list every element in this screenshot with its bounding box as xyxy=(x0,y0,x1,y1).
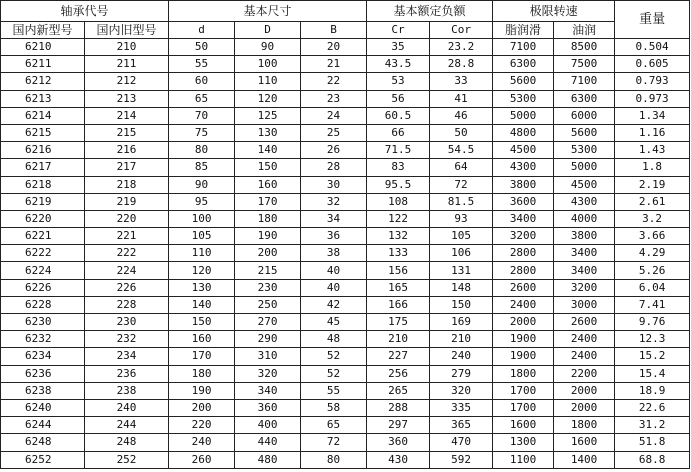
cell-new-model: 6240 xyxy=(1,399,85,416)
cell-new-model: 6217 xyxy=(1,159,85,176)
cell-static-load: 470 xyxy=(430,434,493,451)
cell-new-model: 6216 xyxy=(1,142,85,159)
cell-old-model: 216 xyxy=(85,142,169,159)
header-grease-speed: 脂润滑 xyxy=(493,22,554,39)
cell-new-model: 6224 xyxy=(1,262,85,279)
cell-outer-diameter: 200 xyxy=(235,245,301,262)
cell-old-model: 222 xyxy=(85,245,169,262)
cell-weight: 6.04 xyxy=(615,279,690,296)
cell-width: 55 xyxy=(301,382,367,399)
cell-outer-diameter: 440 xyxy=(235,434,301,451)
cell-dynamic-load: 95.5 xyxy=(367,176,430,193)
table-row xyxy=(1,365,690,382)
table-row xyxy=(1,245,690,262)
cell-static-load: 33 xyxy=(430,73,493,90)
cell-static-load: 28.8 xyxy=(430,56,493,73)
cell-grease-speed: 2400 xyxy=(493,296,554,313)
cell-new-model: 6221 xyxy=(1,228,85,245)
cell-width: 72 xyxy=(301,434,367,451)
cell-new-model: 6210 xyxy=(1,39,85,56)
cell-weight: 7.41 xyxy=(615,296,690,313)
cell-inner-diameter: 65 xyxy=(169,90,235,107)
cell-weight: 2.61 xyxy=(615,193,690,210)
cell-inner-diameter: 200 xyxy=(169,399,235,416)
cell-oil-speed: 5300 xyxy=(554,142,615,159)
cell-width: 24 xyxy=(301,107,367,124)
cell-static-load: 105 xyxy=(430,228,493,245)
cell-inner-diameter: 80 xyxy=(169,142,235,159)
cell-static-load: 50 xyxy=(430,124,493,141)
cell-grease-speed: 1700 xyxy=(493,399,554,416)
cell-width: 20 xyxy=(301,39,367,56)
cell-outer-diameter: 150 xyxy=(235,159,301,176)
cell-static-load: 592 xyxy=(430,451,493,468)
cell-outer-diameter: 160 xyxy=(235,176,301,193)
cell-oil-speed: 4500 xyxy=(554,176,615,193)
cell-dynamic-load: 83 xyxy=(367,159,430,176)
cell-oil-speed: 2000 xyxy=(554,382,615,399)
cell-width: 40 xyxy=(301,262,367,279)
cell-width: 22 xyxy=(301,73,367,90)
cell-static-load: 148 xyxy=(430,279,493,296)
cell-old-model: 240 xyxy=(85,399,169,416)
cell-old-model: 219 xyxy=(85,193,169,210)
table-row xyxy=(1,382,690,399)
cell-static-load: 210 xyxy=(430,331,493,348)
cell-width: 28 xyxy=(301,159,367,176)
cell-static-load: 54.5 xyxy=(430,142,493,159)
cell-old-model: 212 xyxy=(85,73,169,90)
cell-weight: 1.16 xyxy=(615,124,690,141)
cell-grease-speed: 4500 xyxy=(493,142,554,159)
table-row xyxy=(1,124,690,141)
cell-weight: 9.76 xyxy=(615,314,690,331)
cell-old-model: 230 xyxy=(85,314,169,331)
cell-dynamic-load: 132 xyxy=(367,228,430,245)
cell-inner-diameter: 170 xyxy=(169,348,235,365)
cell-outer-diameter: 320 xyxy=(235,365,301,382)
cell-old-model: 232 xyxy=(85,331,169,348)
cell-weight: 0.504 xyxy=(615,39,690,56)
cell-static-load: 169 xyxy=(430,314,493,331)
cell-inner-diameter: 75 xyxy=(169,124,235,141)
cell-outer-diameter: 230 xyxy=(235,279,301,296)
cell-inner-diameter: 50 xyxy=(169,39,235,56)
cell-inner-diameter: 60 xyxy=(169,73,235,90)
cell-weight: 18.9 xyxy=(615,382,690,399)
cell-width: 26 xyxy=(301,142,367,159)
cell-width: 58 xyxy=(301,399,367,416)
cell-oil-speed: 2400 xyxy=(554,348,615,365)
cell-old-model: 218 xyxy=(85,176,169,193)
cell-inner-diameter: 180 xyxy=(169,365,235,382)
cell-new-model: 6226 xyxy=(1,279,85,296)
cell-static-load: 46 xyxy=(430,107,493,124)
cell-dynamic-load: 133 xyxy=(367,245,430,262)
cell-new-model: 6238 xyxy=(1,382,85,399)
cell-old-model: 234 xyxy=(85,348,169,365)
cell-new-model: 6211 xyxy=(1,56,85,73)
cell-grease-speed: 7100 xyxy=(493,39,554,56)
cell-outer-diameter: 170 xyxy=(235,193,301,210)
cell-static-load: 279 xyxy=(430,365,493,382)
cell-outer-diameter: 400 xyxy=(235,417,301,434)
cell-width: 40 xyxy=(301,279,367,296)
cell-inner-diameter: 240 xyxy=(169,434,235,451)
table-row xyxy=(1,176,690,193)
cell-width: 52 xyxy=(301,365,367,382)
cell-oil-speed: 7500 xyxy=(554,56,615,73)
cell-new-model: 6222 xyxy=(1,245,85,262)
cell-old-model: 211 xyxy=(85,56,169,73)
cell-dynamic-load: 122 xyxy=(367,210,430,227)
cell-outer-diameter: 190 xyxy=(235,228,301,245)
table-row xyxy=(1,451,690,468)
cell-old-model: 238 xyxy=(85,382,169,399)
table-row xyxy=(1,159,690,176)
cell-dynamic-load: 360 xyxy=(367,434,430,451)
cell-width: 48 xyxy=(301,331,367,348)
table-row xyxy=(1,399,690,416)
cell-inner-diameter: 55 xyxy=(169,56,235,73)
cell-dynamic-load: 165 xyxy=(367,279,430,296)
cell-outer-diameter: 340 xyxy=(235,382,301,399)
table-body xyxy=(1,39,690,469)
cell-inner-diameter: 85 xyxy=(169,159,235,176)
cell-weight: 15.2 xyxy=(615,348,690,365)
cell-dynamic-load: 66 xyxy=(367,124,430,141)
header-width: B xyxy=(301,22,367,39)
table-row xyxy=(1,348,690,365)
cell-grease-speed: 4800 xyxy=(493,124,554,141)
table-row xyxy=(1,296,690,313)
cell-inner-diameter: 95 xyxy=(169,193,235,210)
cell-oil-speed: 3200 xyxy=(554,279,615,296)
cell-new-model: 6220 xyxy=(1,210,85,227)
cell-inner-diameter: 130 xyxy=(169,279,235,296)
cell-old-model: 224 xyxy=(85,262,169,279)
cell-width: 36 xyxy=(301,228,367,245)
cell-inner-diameter: 260 xyxy=(169,451,235,468)
table-row xyxy=(1,107,690,124)
cell-weight: 3.2 xyxy=(615,210,690,227)
cell-oil-speed: 4300 xyxy=(554,193,615,210)
cell-static-load: 93 xyxy=(430,210,493,227)
cell-oil-speed: 7100 xyxy=(554,73,615,90)
cell-outer-diameter: 270 xyxy=(235,314,301,331)
cell-new-model: 6244 xyxy=(1,417,85,434)
cell-grease-speed: 5000 xyxy=(493,107,554,124)
cell-oil-speed: 3800 xyxy=(554,228,615,245)
cell-grease-speed: 1600 xyxy=(493,417,554,434)
header-bearing-code: 轴承代号 xyxy=(1,1,169,22)
cell-oil-speed: 2200 xyxy=(554,365,615,382)
cell-dynamic-load: 297 xyxy=(367,417,430,434)
header-oil-speed: 油润 xyxy=(554,22,615,39)
cell-inner-diameter: 190 xyxy=(169,382,235,399)
cell-old-model: 236 xyxy=(85,365,169,382)
cell-weight: 0.973 xyxy=(615,90,690,107)
cell-weight: 2.19 xyxy=(615,176,690,193)
cell-weight: 1.34 xyxy=(615,107,690,124)
table-row xyxy=(1,210,690,227)
header-outer-diameter: D xyxy=(235,22,301,39)
cell-new-model: 6232 xyxy=(1,331,85,348)
table-row xyxy=(1,434,690,451)
cell-dynamic-load: 43.5 xyxy=(367,56,430,73)
header-old-model: 国内旧型号 xyxy=(85,22,169,39)
cell-static-load: 72 xyxy=(430,176,493,193)
cell-grease-speed: 1300 xyxy=(493,434,554,451)
cell-width: 52 xyxy=(301,348,367,365)
cell-inner-diameter: 110 xyxy=(169,245,235,262)
cell-weight: 4.29 xyxy=(615,245,690,262)
header-row-groups xyxy=(1,1,690,22)
cell-dynamic-load: 56 xyxy=(367,90,430,107)
cell-width: 65 xyxy=(301,417,367,434)
table-row xyxy=(1,193,690,210)
cell-dynamic-load: 430 xyxy=(367,451,430,468)
cell-outer-diameter: 125 xyxy=(235,107,301,124)
table-row xyxy=(1,73,690,90)
table-row xyxy=(1,314,690,331)
cell-inner-diameter: 150 xyxy=(169,314,235,331)
cell-weight: 1.43 xyxy=(615,142,690,159)
cell-width: 80 xyxy=(301,451,367,468)
cell-old-model: 228 xyxy=(85,296,169,313)
cell-inner-diameter: 100 xyxy=(169,210,235,227)
cell-oil-speed: 3400 xyxy=(554,262,615,279)
cell-weight: 51.8 xyxy=(615,434,690,451)
cell-grease-speed: 3200 xyxy=(493,228,554,245)
cell-static-load: 320 xyxy=(430,382,493,399)
cell-inner-diameter: 70 xyxy=(169,107,235,124)
header-row-columns xyxy=(1,22,690,39)
cell-grease-speed: 2600 xyxy=(493,279,554,296)
cell-outer-diameter: 480 xyxy=(235,451,301,468)
header-basic-rated-load: 基本额定负额 xyxy=(367,1,493,22)
header-static-load: Cor xyxy=(430,22,493,39)
table-row xyxy=(1,262,690,279)
cell-static-load: 240 xyxy=(430,348,493,365)
cell-dynamic-load: 166 xyxy=(367,296,430,313)
cell-outer-diameter: 290 xyxy=(235,331,301,348)
table-row xyxy=(1,331,690,348)
cell-inner-diameter: 220 xyxy=(169,417,235,434)
cell-static-load: 81.5 xyxy=(430,193,493,210)
cell-outer-diameter: 180 xyxy=(235,210,301,227)
cell-static-load: 150 xyxy=(430,296,493,313)
cell-weight: 12.3 xyxy=(615,331,690,348)
cell-oil-speed: 1400 xyxy=(554,451,615,468)
cell-static-load: 131 xyxy=(430,262,493,279)
cell-outer-diameter: 100 xyxy=(235,56,301,73)
cell-oil-speed: 2600 xyxy=(554,314,615,331)
table-header xyxy=(1,1,690,39)
cell-weight: 22.6 xyxy=(615,399,690,416)
cell-old-model: 210 xyxy=(85,39,169,56)
table-row xyxy=(1,228,690,245)
cell-width: 45 xyxy=(301,314,367,331)
cell-weight: 0.605 xyxy=(615,56,690,73)
header-inner-diameter: d xyxy=(169,22,235,39)
header-dynamic-load: Cr xyxy=(367,22,430,39)
table-row xyxy=(1,279,690,296)
cell-grease-speed: 2000 xyxy=(493,314,554,331)
cell-dynamic-load: 71.5 xyxy=(367,142,430,159)
cell-width: 30 xyxy=(301,176,367,193)
cell-oil-speed: 5000 xyxy=(554,159,615,176)
cell-grease-speed: 4300 xyxy=(493,159,554,176)
cell-old-model: 220 xyxy=(85,210,169,227)
cell-dynamic-load: 60.5 xyxy=(367,107,430,124)
cell-grease-speed: 1700 xyxy=(493,382,554,399)
cell-new-model: 6228 xyxy=(1,296,85,313)
cell-oil-speed: 6000 xyxy=(554,107,615,124)
cell-width: 32 xyxy=(301,193,367,210)
cell-outer-diameter: 250 xyxy=(235,296,301,313)
cell-dynamic-load: 35 xyxy=(367,39,430,56)
cell-grease-speed: 6300 xyxy=(493,56,554,73)
cell-weight: 68.8 xyxy=(615,451,690,468)
cell-old-model: 217 xyxy=(85,159,169,176)
cell-old-model: 244 xyxy=(85,417,169,434)
cell-outer-diameter: 140 xyxy=(235,142,301,159)
cell-inner-diameter: 160 xyxy=(169,331,235,348)
cell-inner-diameter: 105 xyxy=(169,228,235,245)
cell-inner-diameter: 140 xyxy=(169,296,235,313)
cell-new-model: 6248 xyxy=(1,434,85,451)
cell-weight: 3.66 xyxy=(615,228,690,245)
cell-weight: 31.2 xyxy=(615,417,690,434)
cell-outer-diameter: 120 xyxy=(235,90,301,107)
header-limit-speed: 极限转速 xyxy=(493,1,615,22)
cell-oil-speed: 5600 xyxy=(554,124,615,141)
cell-old-model: 248 xyxy=(85,434,169,451)
cell-dynamic-load: 175 xyxy=(367,314,430,331)
cell-width: 38 xyxy=(301,245,367,262)
cell-static-load: 23.2 xyxy=(430,39,493,56)
cell-width: 42 xyxy=(301,296,367,313)
cell-oil-speed: 2000 xyxy=(554,399,615,416)
cell-outer-diameter: 90 xyxy=(235,39,301,56)
cell-weight: 15.4 xyxy=(615,365,690,382)
cell-static-load: 41 xyxy=(430,90,493,107)
cell-old-model: 213 xyxy=(85,90,169,107)
cell-grease-speed: 1800 xyxy=(493,365,554,382)
cell-inner-diameter: 90 xyxy=(169,176,235,193)
cell-dynamic-load: 156 xyxy=(367,262,430,279)
table-row xyxy=(1,39,690,56)
cell-oil-speed: 8500 xyxy=(554,39,615,56)
cell-grease-speed: 3800 xyxy=(493,176,554,193)
table-row xyxy=(1,142,690,159)
cell-grease-speed: 1100 xyxy=(493,451,554,468)
cell-dynamic-load: 227 xyxy=(367,348,430,365)
cell-grease-speed: 3400 xyxy=(493,210,554,227)
cell-inner-diameter: 120 xyxy=(169,262,235,279)
table-row xyxy=(1,417,690,434)
cell-outer-diameter: 215 xyxy=(235,262,301,279)
cell-oil-speed: 4000 xyxy=(554,210,615,227)
cell-weight: 0.793 xyxy=(615,73,690,90)
cell-old-model: 226 xyxy=(85,279,169,296)
cell-width: 25 xyxy=(301,124,367,141)
cell-oil-speed: 1600 xyxy=(554,434,615,451)
table-row xyxy=(1,56,690,73)
cell-old-model: 215 xyxy=(85,124,169,141)
cell-oil-speed: 3000 xyxy=(554,296,615,313)
cell-static-load: 365 xyxy=(430,417,493,434)
cell-dynamic-load: 53 xyxy=(367,73,430,90)
cell-oil-speed: 6300 xyxy=(554,90,615,107)
cell-new-model: 6218 xyxy=(1,176,85,193)
cell-dynamic-load: 210 xyxy=(367,331,430,348)
header-basic-dimensions: 基本尺寸 xyxy=(169,1,367,22)
cell-weight: 5.26 xyxy=(615,262,690,279)
cell-old-model: 221 xyxy=(85,228,169,245)
table-row xyxy=(1,90,690,107)
cell-grease-speed: 3600 xyxy=(493,193,554,210)
cell-grease-speed: 1900 xyxy=(493,348,554,365)
cell-grease-speed: 5600 xyxy=(493,73,554,90)
cell-grease-speed: 2800 xyxy=(493,245,554,262)
cell-width: 34 xyxy=(301,210,367,227)
cell-static-load: 106 xyxy=(430,245,493,262)
cell-outer-diameter: 360 xyxy=(235,399,301,416)
cell-outer-diameter: 130 xyxy=(235,124,301,141)
cell-new-model: 6219 xyxy=(1,193,85,210)
cell-old-model: 252 xyxy=(85,451,169,468)
cell-grease-speed: 5300 xyxy=(493,90,554,107)
cell-outer-diameter: 110 xyxy=(235,73,301,90)
cell-dynamic-load: 265 xyxy=(367,382,430,399)
header-new-model: 国内新型号 xyxy=(1,22,85,39)
cell-dynamic-load: 108 xyxy=(367,193,430,210)
cell-oil-speed: 3400 xyxy=(554,245,615,262)
header-weight: 重量 xyxy=(615,1,690,39)
cell-dynamic-load: 256 xyxy=(367,365,430,382)
cell-grease-speed: 1900 xyxy=(493,331,554,348)
cell-grease-speed: 2800 xyxy=(493,262,554,279)
cell-new-model: 6230 xyxy=(1,314,85,331)
cell-static-load: 64 xyxy=(430,159,493,176)
cell-width: 23 xyxy=(301,90,367,107)
cell-new-model: 6236 xyxy=(1,365,85,382)
cell-weight: 1.8 xyxy=(615,159,690,176)
cell-new-model: 6215 xyxy=(1,124,85,141)
cell-new-model: 6214 xyxy=(1,107,85,124)
cell-old-model: 214 xyxy=(85,107,169,124)
cell-static-load: 335 xyxy=(430,399,493,416)
cell-new-model: 6234 xyxy=(1,348,85,365)
cell-width: 21 xyxy=(301,56,367,73)
cell-outer-diameter: 310 xyxy=(235,348,301,365)
cell-dynamic-load: 288 xyxy=(367,399,430,416)
cell-oil-speed: 2400 xyxy=(554,331,615,348)
cell-oil-speed: 1800 xyxy=(554,417,615,434)
cell-new-model: 6252 xyxy=(1,451,85,468)
cell-new-model: 6213 xyxy=(1,90,85,107)
cell-new-model: 6212 xyxy=(1,73,85,90)
